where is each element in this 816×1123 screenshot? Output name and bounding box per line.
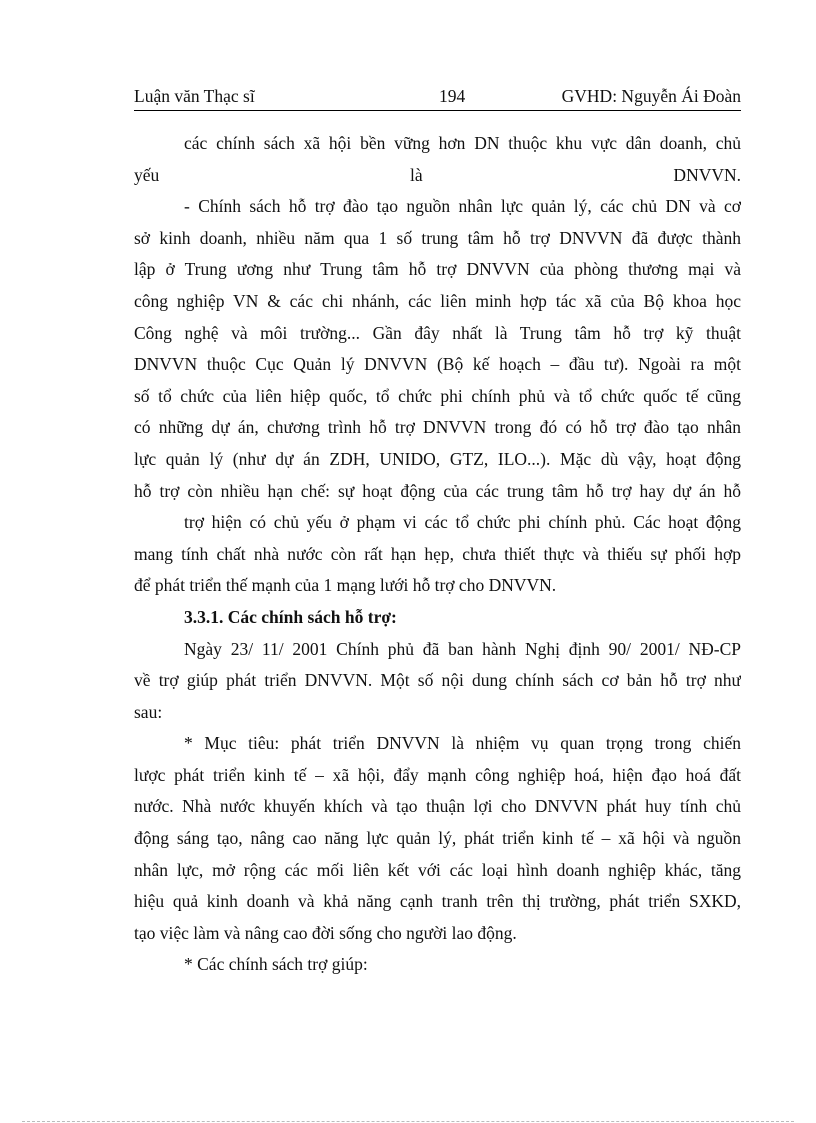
- text-line: lập ở Trung ương như Trung tâm hỗ trợ DNVVN của phòng thương mại và: [134, 259, 741, 280]
- text-line: * Các chính sách trợ giúp:: [184, 954, 368, 975]
- header-divider: [134, 110, 741, 111]
- text-line: sở kinh doanh, nhiều năm qua 1 số trung tâm hỗ trợ DNVVN đã được thành: [134, 227, 741, 248]
- text-line: tạo việc làm và nâng cao đời sống cho người lao động.: [134, 922, 517, 943]
- text-line: có những dự án, chương trình hỗ trợ DNVVN trong đó có hỗ trợ đào tạo nhân: [134, 417, 741, 438]
- text-line: về trợ giúp phát triển DNVVN. Một số nội dung chính sách cơ bản hỗ trợ như: [134, 670, 741, 691]
- page-number: 194: [439, 86, 466, 106]
- text-line: Công nghệ và môi trường... Gần đây nhất là Trung tâm hỗ trợ kỹ thuật: [134, 322, 741, 343]
- text-line: các chính sách xã hội bền vững hơn DN thuộc khu vực dân doanh, chủ: [184, 133, 741, 153]
- text-line: công nghiệp VN & các chi nhánh, các liên minh hợp tác xã của Bộ khoa học: [134, 290, 741, 311]
- text-line: để phát triển thế mạnh của 1 mạng lưới hỗ trợ cho DNVVN.: [134, 575, 557, 596]
- running-header: [134, 84, 741, 112]
- text-line: DNVVN thuộc Cục Quản lý DNVVN (Bộ kế hoạch – đầu tư). Ngoài ra một: [134, 354, 741, 375]
- header-supervisor: GVHD: Nguyễn Ái Đoàn: [561, 86, 741, 106]
- text-line: * Mục tiêu: phát triển DNVVN là nhiệm vụ quan trọng trong chiến: [184, 733, 741, 754]
- text-line: - Chính sách hỗ trợ đào tạo nguồn nhân lực quản lý, các chủ DN và cơ: [184, 196, 741, 217]
- page-bottom-border: [22, 1121, 794, 1122]
- text-line: sau:: [134, 701, 163, 722]
- text-line: mang tính chất nhà nước còn rất hạn hẹp, chưa thiết thực và thiếu sự phối hợp: [134, 543, 741, 564]
- text-line: lược phát triển kinh tế – xã hội, đẩy mạnh công nghiệp hoá, hiện đạo hoá đất: [134, 764, 741, 785]
- text-line: số tổ chức của liên hiệp quốc, tổ chức phi chính phủ và tổ chức quốc tế cũng: [134, 385, 741, 406]
- text-line: lực quản lý (như dự án ZDH, UNIDO, GTZ, ILO...). Mặc dù vậy, hoạt động: [134, 448, 741, 469]
- text-line: hỗ trợ còn nhiều hạn chế: sự hoạt động của các trung tâm hỗ trợ hay dự án hỗ: [134, 480, 741, 501]
- text-line: nhân lực, mở rộng các mối liên kết với các loại hình doanh nghiệp khác, tăng: [134, 859, 741, 880]
- text-line: hiệu quả kinh doanh và khả năng cạnh tranh trên thị trường, phát triển SXKD,: [134, 891, 741, 912]
- text-line: động sáng tạo, nâng cao năng lực quản lý, phát triển kinh tế – xã hội và nguồn: [134, 828, 741, 849]
- header-thesis-type: Luận văn Thạc sĩ: [134, 86, 255, 106]
- text-line: Ngày 23/ 11/ 2001 Chính phủ đã ban hành Nghị định 90/ 2001/ NĐ-CP: [184, 638, 741, 659]
- section-heading: 3.3.1. Các chính sách hỗ trợ:: [184, 606, 397, 627]
- text-line: yếu là DNVVN.: [134, 164, 741, 185]
- text-line: nước. Nhà nước khuyến khích và tạo thuận lợi cho DNVVN phát huy tính chủ: [134, 796, 741, 817]
- document-body: [134, 128, 741, 981]
- text-line: trợ hiện có chủ yếu ở phạm vi các tổ chức phi chính phủ. Các hoạt động: [184, 512, 741, 533]
